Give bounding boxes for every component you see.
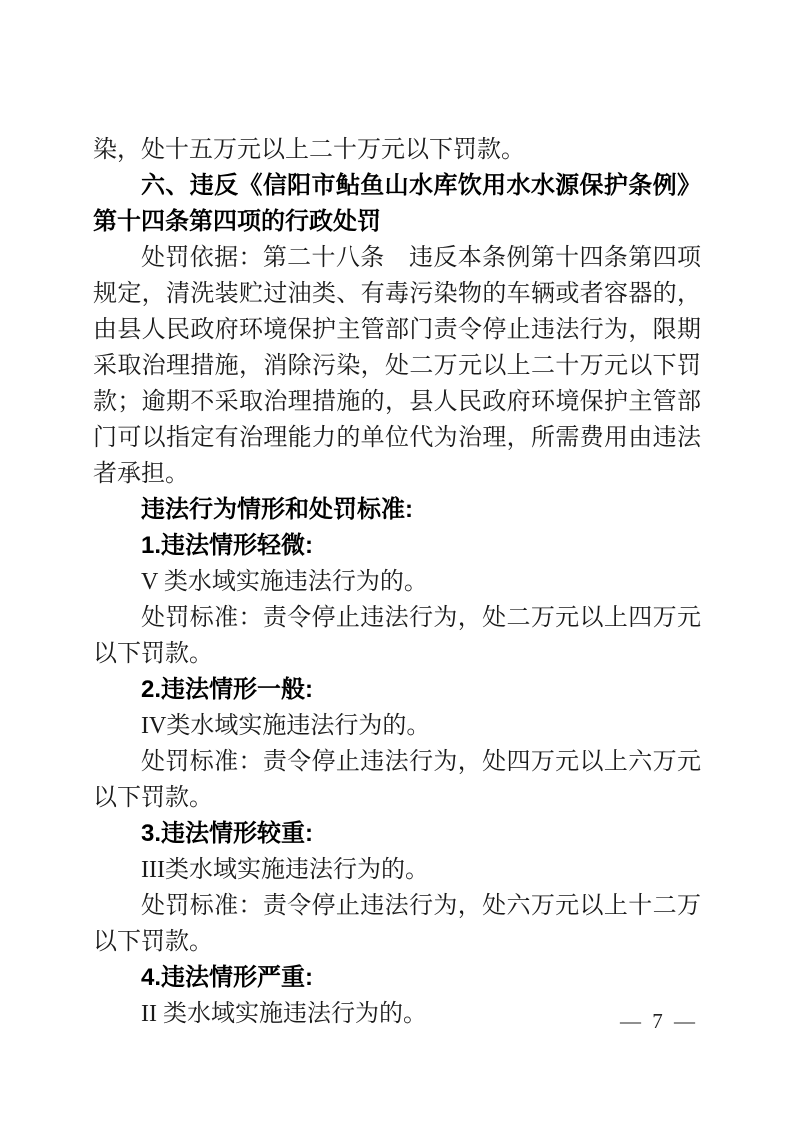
- paragraph-body: 处罚标准：责令停止违法行为，处六万元以上十二万以下罚款。: [93, 893, 701, 955]
- document-body: [93, 132, 701, 1032]
- paragraph-heading: 1.违法情形轻微:: [141, 532, 314, 559]
- paragraph-heading: 3.违法情形较重:: [141, 820, 314, 847]
- paragraph-body: 处罚标准：责令停止违法行为，处二万元以上四万元以下罚款。: [93, 605, 701, 667]
- paragraph-heading: 违法行为情形和处罚标准:: [141, 496, 413, 523]
- paragraph-body: IV类水域实施违法行为的。: [141, 713, 431, 739]
- paragraph-body: III类水域实施违法行为的。: [141, 857, 429, 883]
- paragraph-body: 处罚依据：第二十八条 违反本条例第十四条第四项规定，清洗装贮过油类、有毒污染物的车辆或者容器的，由县人民政府环境保护主管部门责令停止违法行为，限期采取治理措施，消除污染，处二万元以上二十万元以下罚款；逾期不采取治理措施的，县人民政府环境保护主管部门可以指定有治理能力的单位代为治理，所需费用由违法者承担。: [93, 245, 701, 487]
- paragraph-body: 处罚标准：责令停止违法行为，处四万元以上六万元以下罚款。: [93, 749, 701, 811]
- page-number: — 7 —: [620, 1009, 698, 1033]
- paragraph-body: II 类水域实施违法行为的。: [141, 1001, 427, 1027]
- paragraph-heading: 4.违法情形严重:: [141, 964, 314, 991]
- paragraph-heading: 2.违法情形一般:: [141, 676, 314, 703]
- paragraph-body: 染，处十五万元以上二十万元以下罚款。: [93, 137, 525, 163]
- paragraph-body: V 类水域实施违法行为的。: [141, 569, 428, 595]
- paragraph-heading: 六、违反《信阳市鲇鱼山水库饮用水水源保护条例》第十四条第四项的行政处罚: [93, 172, 701, 235]
